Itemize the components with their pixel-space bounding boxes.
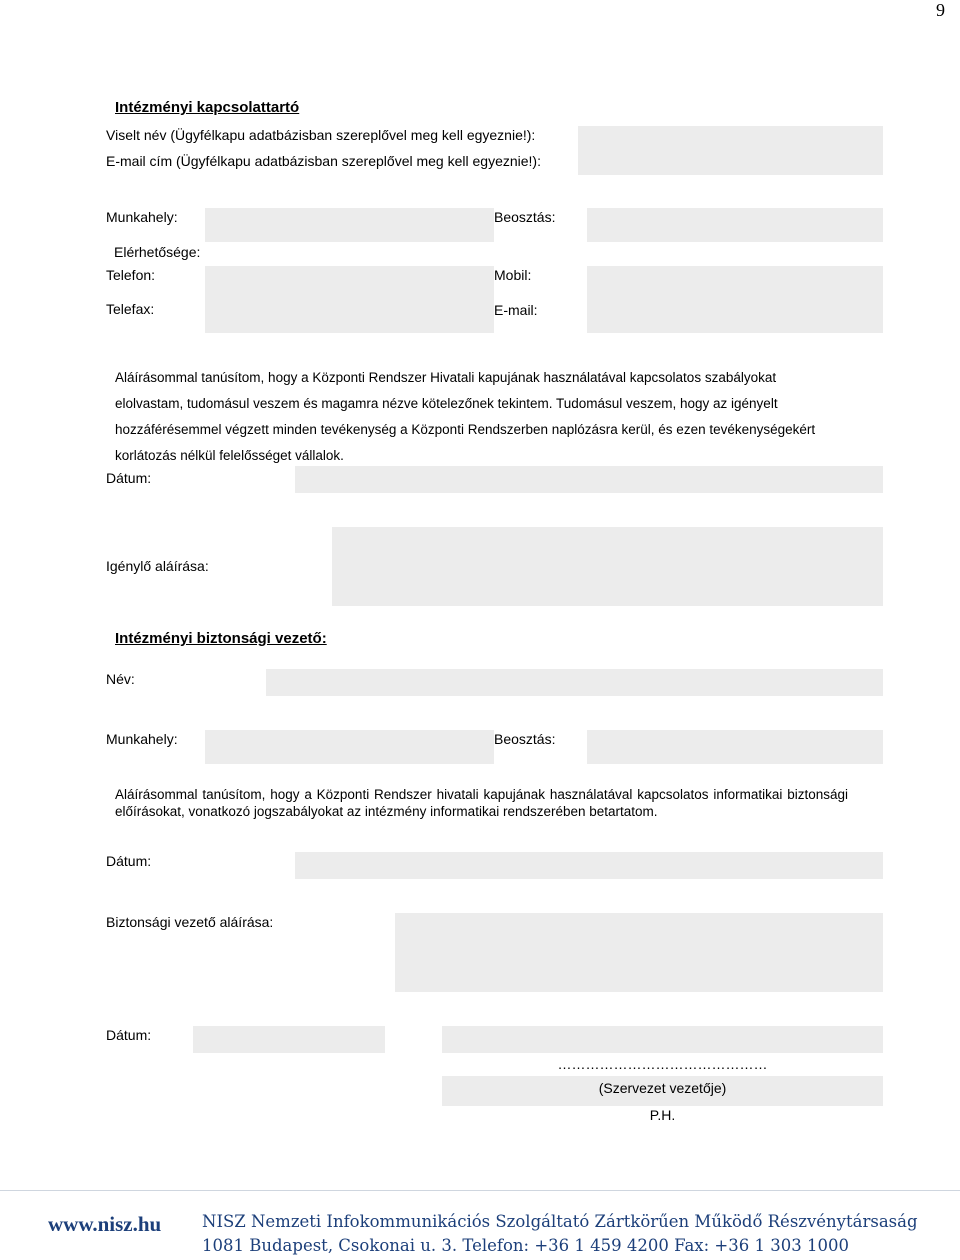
footer-divider [0,1190,960,1191]
stamp-label: P.H. [649,1107,676,1123]
availability-label: Elérhetősége: [114,244,201,260]
security-position-label: Beosztás: [494,731,556,747]
security-name-label: Név: [106,671,135,687]
requester-signature-label: Igénylő aláírása: [106,558,209,574]
security-date-field[interactable] [295,852,883,879]
fax-label: Telefax: [106,301,155,317]
signature-dots: ……………………………………… [557,1056,768,1072]
footer-company: NISZ Nemzeti Infokommunikációs Szolgáltató Zártkörűen Működő Részvénytársaság [202,1212,918,1231]
security-workplace-label: Munkahely: [106,731,178,747]
footer-address: 1081 Budapest, Csokonai u. 3. Telefon: +36 1 459 4200 Fax: +36 1 303 1000 [202,1236,849,1255]
security-section-title: Intézményi biztonsági vezető: [115,630,327,647]
phone-label: Telefon: [106,267,156,283]
final-date-field[interactable] [193,1026,385,1053]
contact-declaration: Aláírásommal tanúsítom, hogy a Központi Rendszer Hivatali kapujának használatával kapcsolatos szabályokat elolvastam, tudomásul veszem és magamra nézve kötelezőnek tekintem. Tudomásul veszem, hogy az igényelt hozzáférésemmel végzett minden tevékenység a Központi Rendszerben naplózásra kerül, és ezen tevékenységekért korlátozás nélkül felelősséget vállalok. [115,370,816,463]
name-email-field[interactable] [578,126,883,175]
page-number: 9 [936,0,945,20]
security-workplace-field[interactable] [205,730,494,764]
mobile-label: Mobil: [494,267,532,283]
workplace-label: Munkahely: [106,209,178,225]
organization-head-label: (Szervezet vezetője) [598,1080,727,1096]
requester-signature-field[interactable] [332,527,883,606]
mobile-email-field[interactable] [587,266,883,333]
position-label: Beosztás: [494,209,556,225]
head-signature-field[interactable] [442,1026,883,1053]
security-name-field[interactable] [266,669,883,696]
contact-date-field[interactable] [295,466,883,493]
security-signature-label: Biztonsági vezető aláírása: [106,914,274,930]
email-label: E-mail cím (Ügyfélkapu adatbázisban szereplővel meg kell egyeznie!): [106,153,541,169]
email2-label: E-mail: [494,302,538,318]
position-field[interactable] [587,208,883,242]
phone-fax-field[interactable] [205,266,494,333]
final-date-label: Dátum: [106,1027,152,1043]
contact-section-title: Intézményi kapcsolattartó [115,99,300,116]
name-label: Viselt név (Ügyfélkapu adatbázisban szereplővel meg kell egyeznie!): [106,127,536,143]
security-signature-field[interactable] [395,913,883,992]
security-declaration: Aláírásommal tanúsítom, hogy a Központi Rendszer hivatali kapujának használatával kapcsolatos informatikai biztonsági előírásokat, vonatkozó jogszabályokat az intézmény informatikai rendszerében betartatom. [115,787,848,819]
security-date-label: Dátum: [106,853,152,869]
contact-date-label: Dátum: [106,470,152,486]
footer-url[interactable]: www.nisz.hu [48,1212,162,1236]
workplace-field[interactable] [205,208,494,242]
security-position-field[interactable] [587,730,883,764]
